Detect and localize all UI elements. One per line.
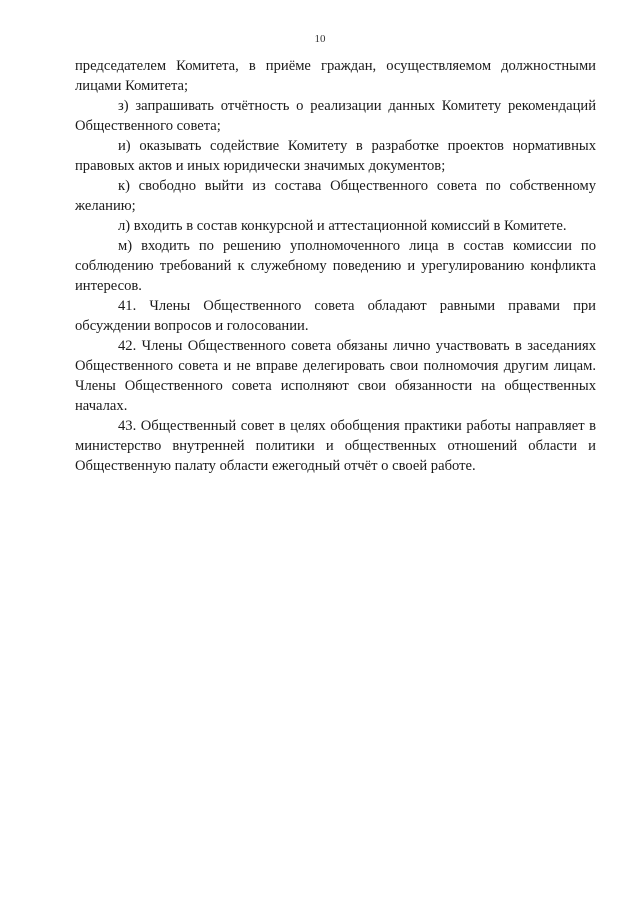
paragraph-item-k: к) свободно выйти из состава Общественного совета по собственному желанию; xyxy=(75,178,596,214)
page-number: 10 xyxy=(314,33,326,45)
paragraph-42: 42. Члены Общественного совета обязаны лично участвовать в заседаниях Общественного совета и не вправе делегировать свои полномочия другим лицам. Члены Общественного совета исполняют свои обязанности на общественных началах. xyxy=(75,338,596,414)
paragraph-item-m: м) входить по решению уполномоченного лица в состав комиссии по соблюдению требований к служебному поведению и урегулированию конфликта интересов. xyxy=(75,238,596,294)
paragraph-41: 41. Члены Общественного совета обладают равными правами при обсуждении вопросов и голосовании. xyxy=(75,298,596,334)
paragraph-item-i: и) оказывать содействие Комитету в разработке проектов нормативных правовых актов и иных юридически значимых документов; xyxy=(75,138,596,174)
paragraph-item-z: з) запрашивать отчётность о реализации данных Комитету рекомендаций Общественного совета; xyxy=(75,98,596,134)
document-body xyxy=(75,56,596,476)
paragraph-43: 43. Общественный совет в целях обобщения практики работы направляет в министерство внутренней политики и общественных отношений области и Общественную палату области ежегодный отчёт о своей работе. xyxy=(75,418,596,474)
paragraph-continuation: председателем Комитета, в приёме граждан, осуществляемом должностными лицами Комитета; xyxy=(75,58,596,94)
paragraph-item-l: л) входить в состав конкурсной и аттестационной комиссий в Комитете. xyxy=(118,218,567,234)
